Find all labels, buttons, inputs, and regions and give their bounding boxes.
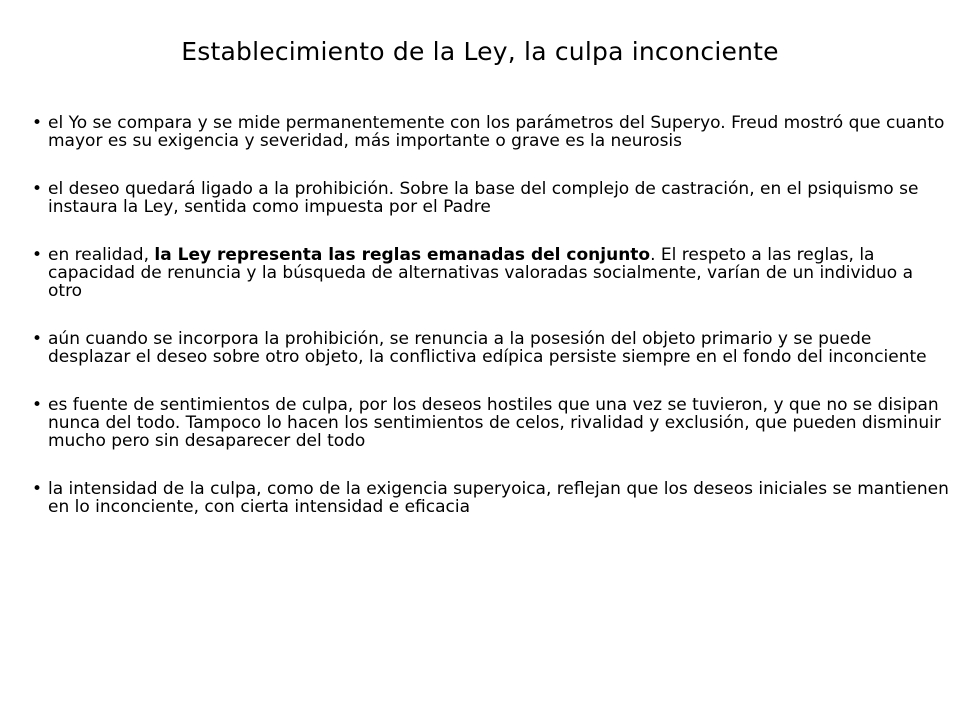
bullet-marker: • bbox=[32, 395, 43, 415]
bullet-item-6 bbox=[32, 480, 952, 516]
bullet-list bbox=[32, 114, 952, 546]
bullet-item-4 bbox=[32, 330, 952, 366]
bullet-item-1 bbox=[32, 114, 952, 150]
bullet-text: el deseo quedará ligado a la prohibición. Sobre la base del complejo de castración, en el psiquismo se instaura la Ley, sentida como impuesta por el Padre bbox=[48, 179, 919, 217]
bullet-text bbox=[48, 246, 952, 300]
bullet-item-5 bbox=[32, 396, 952, 450]
bullet-text: el Yo se compara y se mide permanentemente con los parámetros del Superyo. Freud mostró que cuanto mayor es su exigencia y severidad, más importante o grave es la neurosis bbox=[48, 113, 945, 151]
bullet-item-2 bbox=[32, 180, 952, 216]
bullet-marker: • bbox=[32, 179, 43, 199]
bullet-marker: • bbox=[32, 479, 43, 499]
bullet-marker: • bbox=[32, 245, 43, 265]
slide-title: Establecimiento de la Ley, la culpa inconciente bbox=[181, 37, 779, 66]
bullet-marker: • bbox=[32, 329, 43, 349]
bullet-item-3 bbox=[32, 246, 952, 300]
bullet-text-intro: en realidad, bbox=[48, 245, 155, 265]
bullet-text: aún cuando se incorpora la prohibición, se renuncia a la posesión del objeto primario y se puede desplazar el deseo sobre otro objeto, la conflictiva edípica persiste siempre en el fondo del inconciente bbox=[48, 329, 927, 367]
bullet-marker: • bbox=[32, 113, 43, 133]
bullet-text: la intensidad de la culpa, como de la exigencia superyoica, reflejan que los deseos iniciales se mantienen en lo inconciente, con cierta intensidad e eficacia bbox=[48, 479, 949, 517]
bullet-text-emphasis: la Ley representa las reglas emanadas del conjunto bbox=[154, 245, 651, 265]
bullet-text-rest: . El respeto a las reglas, la capacidad de renuncia y la búsqueda de alternativas valoradas socialmente, varían de un individuo a otro bbox=[48, 245, 914, 301]
bullet-text: es fuente de sentimientos de culpa, por los deseos hostiles que una vez se tuvieron, y que no se disipan nunca del todo. Tampoco lo hacen los sentimientos de celos, rivalidad y exclusión, que pueden disminuir mucho pero sin desaparecer del todo bbox=[48, 395, 941, 451]
